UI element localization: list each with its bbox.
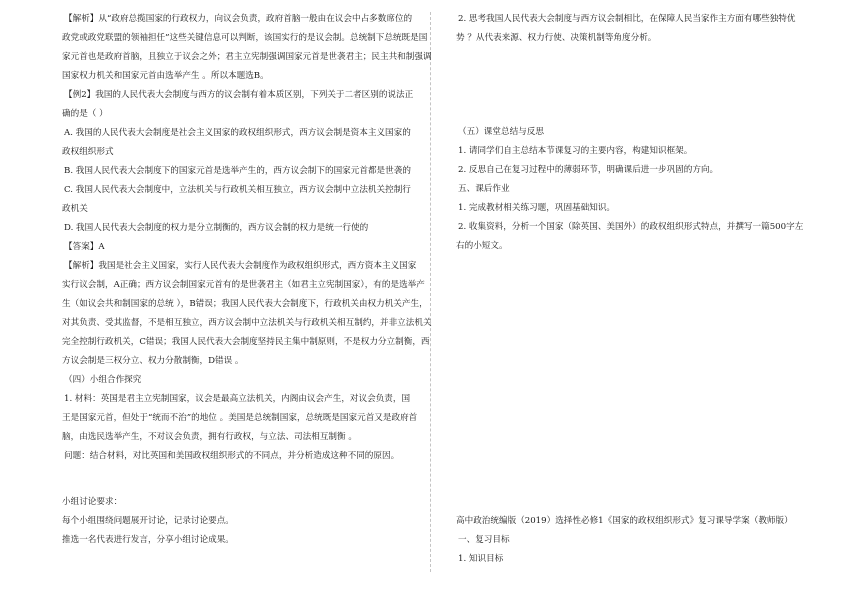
text-line: 确的是（ ） (62, 109, 108, 119)
text-line: A. 我国的人民代表大会制度是社会主义国家的政权组织形式，西方议会制是资本主义国家的 (64, 128, 411, 138)
text-line: 生（如议会共和制国家的总统 ），B错误；我国人民代表大会制度下，行政机关由权力机关产生， (62, 299, 428, 309)
page-divider (430, 12, 431, 572)
text-line: 小组讨论要求： (62, 497, 123, 507)
text-line: 脑，由选民选举产生，不对议会负责，拥有行政权，与立法、司法相互制衡 。 (62, 432, 357, 442)
text-line: 五、课后作业 (458, 184, 510, 194)
text-line: 家元首也是政府首脑，且独立于议会之外；君主立宪制强调国家元首是世袭君主；民主共和制强调 (62, 52, 432, 62)
text-line: 高中政治统编版（2019）选择性必修1《国家的政权组织形式》复习课导学案（教师版） (456, 516, 793, 526)
text-line: 国家权力机关和国家元首由选举产生 。所以本题选B。 (62, 71, 269, 81)
text-line: B. 我国人民代表大会制度下的国家元首是选举产生的，西方议会制下的国家元首都是世袭的 (64, 166, 411, 176)
text-line: （四）小组合作探究 (64, 375, 142, 385)
text-line: 右的小短文。 (456, 241, 508, 251)
text-line: 2. 反思自己在复习过程中的薄弱环节，明确课后进一步巩固的方向。 (458, 165, 719, 175)
text-line: 实行议会制，A正确；西方议会制国家元首有的是世袭君主（如君主立宪制国家），有的是选举产 (62, 280, 425, 290)
text-line: （五）课堂总结与反思 (458, 127, 544, 137)
text-line: 2. 思考我国人民代表大会制度与西方议会制相比，在保障人民当家作主方面有哪些独特优 (458, 14, 796, 24)
text-line: 每个小组围绕问题展开讨论，记录讨论要点。 (62, 516, 234, 526)
text-line: 1. 请同学们自主总结本节课复习的主要内容，构建知识框架。 (458, 146, 693, 156)
text-line: 推选一名代表进行发言，分享小组讨论成果。 (62, 535, 234, 545)
text-line: 2. 收集资料，分析一个国家（除英国、美国外）的政权组织形式特点，并撰写一篇500字左 (458, 222, 804, 232)
text-line: 1. 知识目标 (458, 554, 504, 564)
text-line: 【答案】A (64, 242, 105, 252)
text-line: 问题：结合材料，对比英国和美国政权组织形式的不同点，并分析造成这种不同的原因。 (64, 451, 400, 461)
text-line: 政权组织形式 (62, 147, 114, 157)
text-line: 方议会制是三权分立、权力分散制衡，D错误 。 (62, 356, 244, 366)
text-line: 完全控制行政机关，C错误；我国人民代表大会制度坚持民主集中制原则，不是权力分立制衡，西 (62, 337, 430, 347)
text-line: 1. 材料：英国是君主立宪制国家，议会是最高立法机关，内阁由议会产生，对议会负责，国 (64, 394, 411, 404)
text-line: 1. 完成教材相关练习题，巩固基础知识。 (458, 203, 616, 213)
text-line: C. 我国人民代表大会制度中，立法机关与行政机关相互独立，西方议会制中立法机关控制行 (64, 185, 411, 195)
text-line: 对其负责、受其监督，不是相互独立，西方议会制中立法机关与行政机关相互制约，并非立法机关 (62, 318, 432, 328)
text-line: 势 ？从代表来源、权力行使、决策机制等角度分析。 (456, 33, 657, 43)
text-line: D. 我国人民代表大会制度的权力是分立制衡的，西方议会制的权力是统一行使的 (64, 223, 369, 233)
text-line: 政党或政党联盟的领袖担任”这些关键信息可以判断，该国实行的是议会制。总统制下总统既是国 (62, 33, 428, 43)
text-line: 【解析】从“政府总揽国家的行政权力，向议会负责，政府首脑一般由在议会中占多数席位的 (64, 14, 413, 24)
text-line: 【例2】我国的人民代表大会制度与西方的议会制有着本质区别，下列关于二者区别的说法正 (64, 90, 414, 100)
text-line: 【解析】我国是社会主义国家，实行人民代表大会制度作为政权组织形式，西方资本主义国家 (64, 261, 417, 271)
text-line: 政机关 (62, 204, 88, 214)
text-line: 王是国家元首，但处于“统而不治”的地位 。美国是总统制国家，总统既是国家元首又是政府首 (62, 413, 418, 423)
text-line: 一、复习目标 (458, 535, 510, 545)
